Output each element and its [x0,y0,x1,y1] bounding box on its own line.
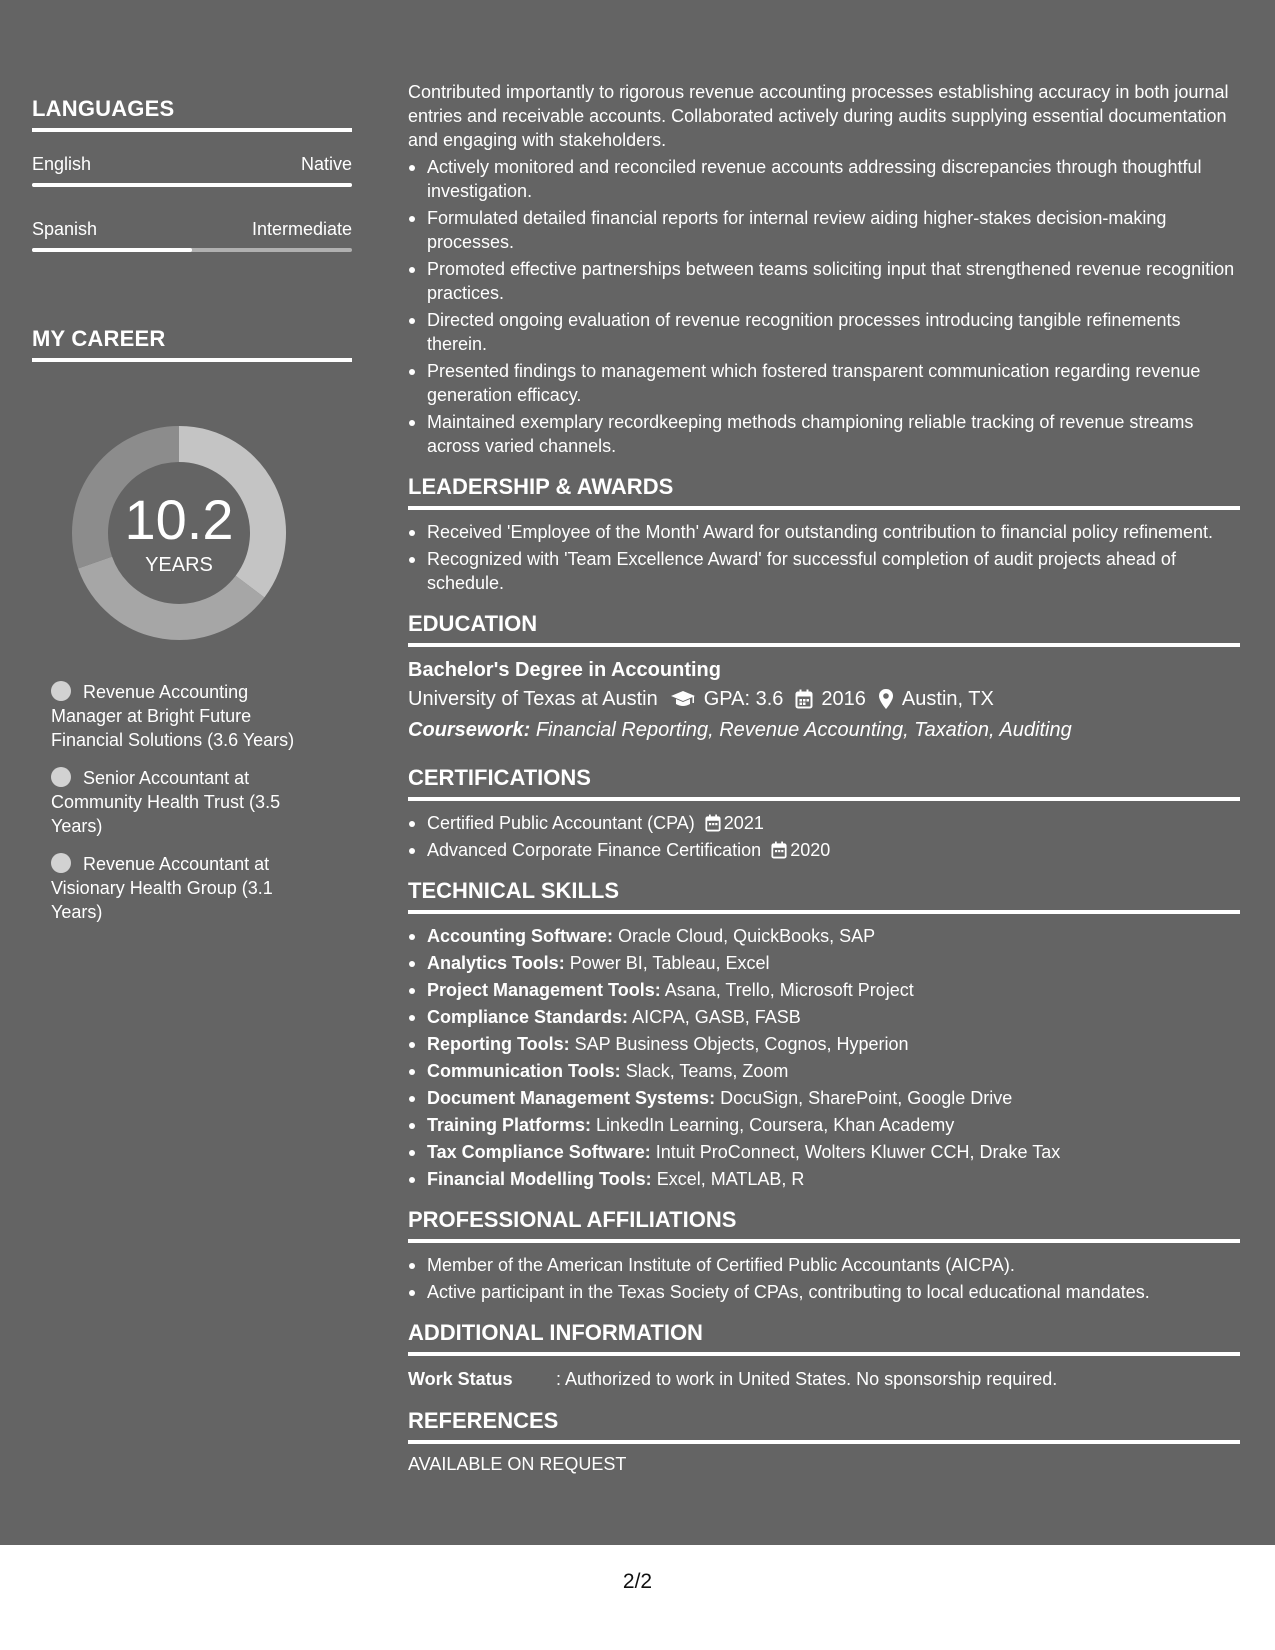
skill-label: Project Management Tools: [427,980,661,1000]
certification-name: Advanced Corporate Finance Certification [427,840,762,860]
references-text: AVAILABLE ON REQUEST [408,1454,627,1474]
graduation-cap-icon [670,689,696,709]
skill-item [408,1140,1240,1164]
skill-label: Compliance Standards: [427,1007,629,1027]
affiliations-list [408,1253,1240,1304]
language-name: Spanish [32,219,98,239]
language-proficiency-bar [32,183,352,187]
graduation-year: 2016 [821,688,866,710]
legend-dot [51,681,71,701]
school-name: University of Texas at Austin [408,688,658,710]
skill-label: Document Management Systems: [427,1088,716,1108]
certification-year: 2020 [790,840,831,860]
skill-label: Training Platforms: [427,1115,592,1135]
language-item [32,219,352,252]
skill-value: AICPA, GASB, FASB [632,1007,801,1027]
coursework-label: Coursework: [408,719,531,741]
career-role: Senior Accountant at Community Health Trust (3.5 Years) [51,768,281,836]
skill-value: Asana, Trello, Microsoft Project [664,980,914,1000]
education-heading: EDUCATION [408,611,1240,647]
calendar-icon [705,814,721,832]
skill-item [408,951,1240,975]
certification-name: Certified Public Accountant (CPA) [427,813,695,833]
certifications-list [408,811,1240,862]
skill-value: SAP Business Objects, Cognos, Hyperion [574,1034,909,1054]
legend-dot [51,767,71,787]
coursework [408,715,1240,745]
career-item [51,680,321,752]
career-list [51,680,321,938]
career-item [51,852,321,924]
work-status-label: Work Status [408,1369,513,1389]
skill-item [408,1005,1240,1029]
affiliation-item: Member of the American Institute of Certified Public Accountants (AICPA). [408,1253,1240,1277]
education-location: Austin, TX [901,688,994,710]
skill-value: Oracle Cloud, QuickBooks, SAP [618,926,876,946]
calendar-icon [795,689,813,709]
career-total-unit: YEARS [145,554,213,576]
language-proficiency-fill [32,183,352,187]
skills-heading: TECHNICAL SKILLS [408,878,1240,914]
skill-value: Slack, Teams, Zoom [625,1061,789,1081]
gpa: GPA: 3.6 [703,688,784,710]
skill-item [408,1086,1240,1110]
certification-item [408,838,1240,862]
skill-item [408,1167,1240,1191]
skill-label: Financial Modelling Tools: [427,1169,652,1189]
skill-label: Reporting Tools: [427,1034,570,1054]
career-item [51,766,321,838]
skill-item [408,924,1240,948]
work-status-value: : Authorized to work in United States. No sponsorship required. [556,1369,1058,1389]
career-donut-chart [66,420,292,646]
page-footer [0,1545,1275,1650]
skill-value: Intuit ProConnect, Wolters Kluwer CCH, Drake Tax [655,1142,1061,1162]
skill-item [408,1059,1240,1083]
skill-value: Power BI, Tableau, Excel [569,953,770,973]
main-content [408,80,1240,1475]
skill-label: Communication Tools: [427,1061,621,1081]
leadership-heading: LEADERSHIP & AWARDS [408,474,1240,510]
skills-list [408,924,1240,1191]
skill-value: Excel, MATLAB, R [656,1169,805,1189]
skill-value: DocuSign, SharePoint, Google Drive [720,1088,1013,1108]
experience-bullet: Maintained exemplary recordkeeping methods championing reliable tracking of revenue streams across varied channels. [408,410,1240,458]
calendar-icon [771,841,787,859]
skill-item [408,1032,1240,1056]
experience-bullet: Formulated detailed financial reports for internal review aiding higher-stakes decision-making processes. [408,206,1240,254]
award-item: Received 'Employee of the Month' Award for outstanding contribution to financial policy refinement. [408,520,1240,544]
page-number: 2/2 [622,1570,653,1593]
work-status-row [408,1366,1240,1392]
certifications-heading: CERTIFICATIONS [408,765,1240,801]
skill-value: LinkedIn Learning, Coursera, Khan Academy [596,1115,955,1135]
affiliation-item: Active participant in the Texas Society of CPAs, contributing to local educational mandates. [408,1280,1240,1304]
language-proficiency-bar [32,248,352,252]
award-item: Recognized with 'Team Excellence Award' for successful completion of audit projects ahead of schedule. [408,547,1240,595]
legend-dot [51,853,71,873]
language-proficiency-fill [32,248,192,252]
certification-item [408,811,1240,835]
leadership-list [408,520,1240,595]
experience-bullet: Presented findings to management which fostered transparent communication regarding revenue generation efficacy. [408,359,1240,407]
sidebar [32,96,352,362]
references-heading: REFERENCES [408,1408,1240,1444]
career-heading: MY CAREER [32,326,352,362]
affiliations-heading: PROFESSIONAL AFFILIATIONS [408,1207,1240,1243]
certification-year: 2021 [723,813,764,833]
map-pin-icon [878,688,894,710]
career-total-years: 10.2 [124,488,234,551]
skill-item [408,1113,1240,1137]
skill-label: Tax Compliance Software: [427,1142,651,1162]
experience-summary: Contributed importantly to rigorous revenue accounting processes establishing accuracy in both journal entries and receivable accounts. Collaborated actively during audits supplying essential documentation and engaging with stakeholders. [408,82,1229,150]
languages-heading: LANGUAGES [32,96,352,132]
skill-item [408,978,1240,1002]
experience-bullets [408,155,1240,458]
degree-title: Bachelor's Degree in Accounting [408,659,721,681]
experience-bullet: Actively monitored and reconciled revenue accounts addressing discrepancies through thoughtful investigation. [408,155,1240,203]
experience-bullet: Promoted effective partnerships between teams soliciting input that strengthened revenue recognition practices. [408,257,1240,305]
career-role: Revenue Accounting Manager at Bright Future Financial Solutions (3.6 Years) [51,682,295,750]
language-name: English [32,154,92,174]
additional-info-heading: ADDITIONAL INFORMATION [408,1320,1240,1356]
experience-bullet: Directed ongoing evaluation of revenue recognition processes introducing tangible refinements therein. [408,308,1240,356]
language-item [32,154,352,187]
language-level: Intermediate [251,219,352,239]
skill-label: Analytics Tools: [427,953,565,973]
coursework-list: Financial Reporting, Revenue Accounting, Taxation, Auditing [535,719,1072,741]
education-details [408,683,1240,715]
language-level: Native [300,154,352,174]
skill-label: Accounting Software: [427,926,614,946]
career-role: Revenue Accountant at Visionary Health Group (3.1 Years) [51,854,273,922]
